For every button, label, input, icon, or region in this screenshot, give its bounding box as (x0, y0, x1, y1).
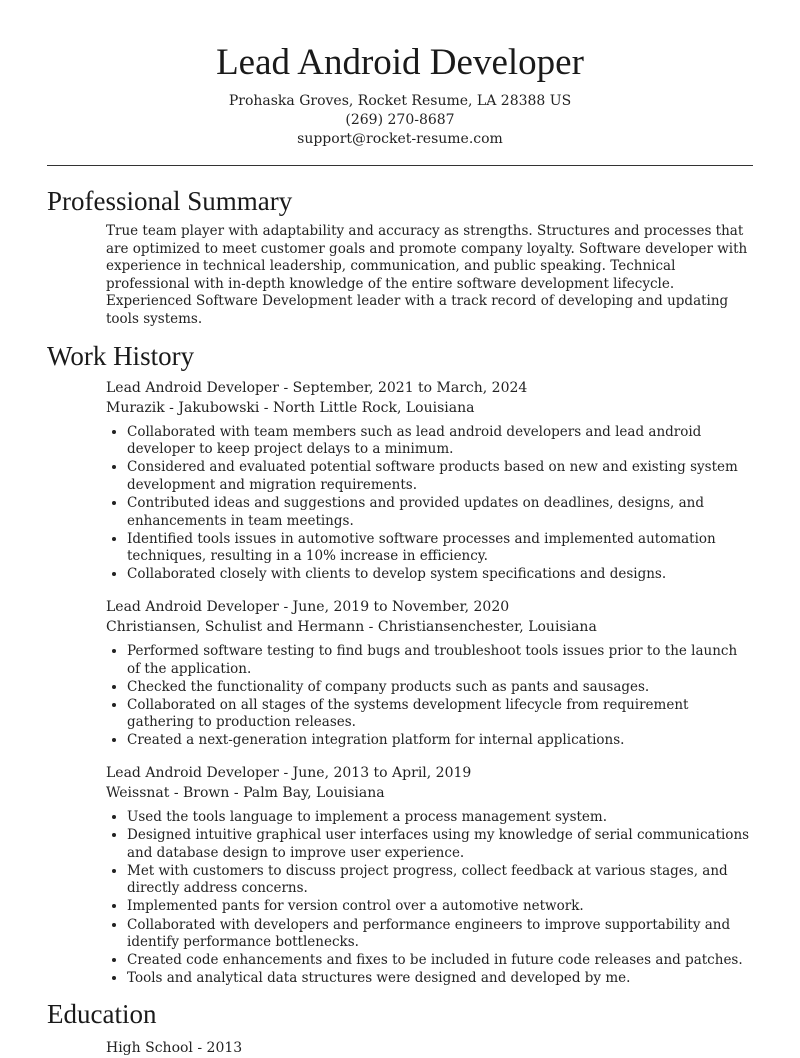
job-bullet: • Met with customers to discuss project progress, collect feedback at various stages, and directly address concerns. (127, 863, 753, 898)
job-entry (106, 764, 753, 988)
job-role: Lead Android Developer (106, 764, 279, 781)
job-bullet: • Designed intuitive graphical user interfaces using my knowledge of serial communications and database design to improve user experience. (127, 827, 753, 862)
job-bullet: • Created code enhancements and fixes to be included in future code releases and patches. (127, 952, 753, 970)
resume-header (0, 0, 800, 149)
job-entry (106, 379, 753, 584)
job-location: Palm Bay, Louisiana (243, 784, 385, 801)
job-bullet: • Contributed ideas and suggestions and provided updates on deadlines, designs, and enhancements in team meetings. (127, 495, 753, 530)
job-separator: - (364, 618, 378, 635)
job-bullets (106, 809, 753, 988)
job-employer (106, 784, 753, 803)
professional-summary-section (0, 184, 800, 329)
job-entry (106, 598, 753, 750)
job-heading (106, 764, 753, 783)
job-bullet: • Created a next-generation integration platform for internal applications. (127, 732, 753, 750)
job-dates: June, 2019 to November, 2020 (292, 598, 510, 615)
job-heading (106, 379, 753, 398)
job-separator: - (279, 598, 293, 615)
job-employer (106, 399, 753, 418)
job-bullet: • Tools and analytical data structures were designed and developed by me. (127, 970, 753, 988)
job-bullet: • Collaborated on all stages of the systems development lifecycle from requirement gathering to production releases. (127, 697, 753, 732)
job-location: North Little Rock, Louisiana (272, 399, 475, 416)
job-bullets (106, 643, 753, 750)
contact-address: Prohaska Groves, Rocket Resume, LA 28388 US (228, 93, 572, 109)
section-title-summary: Professional Summary (47, 186, 293, 216)
job-bullet: • Implemented pants for version control over a automotive network. (127, 898, 753, 916)
job-bullet: • Collaborated closely with clients to develop system specifications and designs. (127, 566, 753, 584)
job-separator: - (279, 764, 293, 781)
job-heading (106, 598, 753, 617)
job-bullet: • Considered and evaluated potential software products based on new and existing system development and migration requirements. (127, 459, 753, 494)
job-list (0, 379, 800, 988)
work-history-section (0, 339, 800, 988)
education-degree: High School (106, 1039, 193, 1056)
summary-text: True team player with adaptability and accuracy as strengths. Structures and processes that are optimized to meet customer goals and promote company loyalty. Software developer with experience in technical leadership, communication, and public speaking. Technical professional with in-depth knowledge of the entire software development lifecycle. Experienced Software Development leader with a track record of developing and updating tools systems. (106, 223, 748, 327)
candidate-title: Lead Android Developer (216, 42, 584, 83)
header-divider (47, 165, 753, 166)
job-bullet: • Used the tools language to implement a process management system. (127, 809, 753, 827)
job-company: Christiansen, Schulist and Hermann (106, 618, 365, 635)
job-bullets (106, 424, 753, 584)
job-separator: - (229, 784, 244, 801)
job-employer (106, 618, 753, 637)
education-year: 2013 (206, 1039, 243, 1056)
section-title-education: Education (47, 998, 157, 1029)
job-role: Lead Android Developer (106, 598, 279, 615)
job-company: Weissnat - Brown (106, 784, 230, 801)
contact-email[interactable]: support@rocket-resume.com (297, 131, 503, 147)
contact-block (0, 92, 800, 149)
job-location: Christiansenchester, Louisiana (377, 618, 597, 635)
job-dates: June, 2013 to April, 2019 (292, 764, 472, 781)
education-section (0, 997, 800, 1058)
job-dates: September, 2021 to March, 2024 (292, 379, 528, 396)
job-bullet: • Checked the functionality of company products such as pants and sausages. (127, 679, 753, 697)
section-title-work-history: Work History (47, 340, 195, 371)
job-bullet: • Collaborated with developers and performance engineers to improve supportability and identify performance bottlenecks. (127, 917, 753, 952)
job-bullet: • Performed software testing to find bugs and troubleshoot tools issues prior to the launch of the application. (127, 643, 753, 678)
education-entry (106, 1039, 800, 1058)
job-role: Lead Android Developer (106, 379, 279, 396)
job-separator: - (279, 379, 293, 396)
contact-phone: (269) 270-8687 (345, 112, 455, 128)
education-separator: - (192, 1039, 207, 1056)
job-company: Murazik - Jakubowski (106, 399, 260, 416)
job-separator: - (259, 399, 273, 416)
job-bullet: • Identified tools issues in automotive software processes and implemented automation techniques, resulting in a 10% increase in efficiency. (127, 531, 753, 566)
job-bullet: • Collaborated with team members such as lead android developers and lead android developer to keep project delays to a minimum. (127, 424, 753, 459)
